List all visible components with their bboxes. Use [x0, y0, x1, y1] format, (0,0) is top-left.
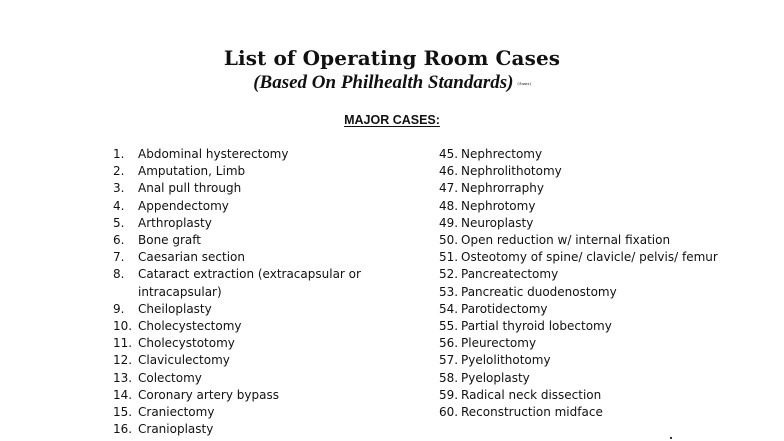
list-item-text: Cataract extraction (extracapsular or intracapsular): [138, 267, 361, 299]
list-item: [113, 232, 403, 249]
list-item: [439, 180, 729, 197]
list-item-text: Pyeloplasty: [461, 370, 530, 385]
list-item-number: 60.: [439, 405, 459, 420]
list-item-text: Osteotomy of spine/ clavicle/ pelvis/ femur: [461, 250, 718, 265]
list-item-number: 2.: [113, 164, 125, 179]
list-item: [113, 404, 403, 421]
list-item: [439, 146, 729, 163]
list-item-text: Anal pull through: [138, 181, 242, 196]
list-item-number: 57.: [439, 353, 459, 368]
list-item-text: Arthroplasty: [138, 215, 212, 230]
list-item: [439, 370, 729, 387]
list-item-text: Pleurectomy: [461, 336, 537, 351]
list-item: [113, 301, 403, 318]
list-item-number: 15.: [113, 405, 133, 420]
list-item-text: Pancreatic duodenostomy: [461, 284, 617, 299]
list-item-text: Appendectomy: [138, 198, 229, 213]
list-item: [113, 198, 403, 215]
list-item: [439, 404, 729, 421]
list-item-text: Nephrotomy: [461, 198, 536, 213]
list-item: [439, 318, 729, 335]
list-item-number: 50.: [439, 233, 459, 248]
list-item-text: Craniectomy: [138, 405, 215, 420]
list-item-text: Partial thyroid lobectomy: [461, 319, 612, 334]
subtitle-note: (Annex): [517, 80, 531, 86]
list-item-text: Cholecystotomy: [138, 336, 235, 351]
page-subtitle: [0, 72, 784, 95]
list-item: [439, 163, 729, 180]
list-item-text: Radical neck dissection: [461, 387, 602, 402]
list-item-text: Claviculectomy: [138, 353, 230, 368]
list-item: [439, 215, 729, 232]
section-heading: [0, 112, 784, 128]
list-item: [439, 266, 729, 283]
list-item-number: 49.: [439, 215, 459, 230]
subtitle-text: (Based On Philhealth Standards): [253, 72, 514, 93]
list-item-number: 47.: [439, 181, 459, 196]
list-item-text: Coronary artery bypass: [138, 387, 279, 402]
list-item: [439, 352, 729, 369]
list-item-number: 9.: [113, 301, 125, 316]
list-item-number: 10.: [113, 319, 133, 334]
list-item: [439, 335, 729, 352]
list-item: [113, 318, 403, 335]
list-item: [439, 198, 729, 215]
list-item-number: 48.: [439, 198, 459, 213]
list-item-number: 54.: [439, 301, 459, 316]
list-item: [113, 163, 403, 180]
list-item-text: Nephrorraphy: [461, 181, 544, 196]
left-case-list: [113, 146, 403, 438]
page-mark: [670, 437, 672, 439]
list-item: [113, 215, 403, 232]
list-item-text: Parotidectomy: [461, 301, 548, 316]
list-item: [439, 284, 729, 301]
list-item-text: Colectomy: [138, 370, 202, 385]
section-heading-text: MAJOR CASES:: [344, 113, 440, 127]
list-item-text: Bone graft: [138, 233, 201, 248]
list-item-number: 5.: [113, 215, 125, 230]
list-item: [113, 421, 403, 438]
list-item: [113, 335, 403, 352]
list-item-number: 1.: [113, 147, 125, 161]
list-item-text: Nephrectomy: [461, 147, 543, 161]
list-item-number: 55.: [439, 319, 459, 334]
list-item-text: Cholecystectomy: [138, 319, 242, 334]
list-item-number: 13.: [113, 370, 133, 385]
list-item-number: 51.: [439, 250, 459, 265]
list-item: [113, 146, 403, 163]
list-item-number: 8.: [113, 267, 125, 282]
list-item-number: 11.: [113, 336, 133, 351]
list-item-text: Pyelolithotomy: [461, 353, 551, 368]
list-item: [113, 249, 403, 266]
list-item-text: Neuroplasty: [461, 215, 534, 230]
right-case-list: [439, 146, 729, 421]
list-item: [439, 301, 729, 318]
list-item-number: 46.: [439, 164, 459, 179]
list-item: [439, 387, 729, 404]
list-item: [113, 180, 403, 197]
list-item-number: 16.: [113, 422, 133, 437]
list-item: [113, 352, 403, 369]
list-item-number: 4.: [113, 198, 125, 213]
list-item: [113, 266, 403, 300]
list-item-number: 14.: [113, 387, 133, 402]
list-item: [113, 387, 403, 404]
list-item-number: 56.: [439, 336, 459, 351]
list-item-number: 45.: [439, 147, 459, 161]
list-item-text: Reconstruction midface: [461, 405, 603, 420]
list-item: [113, 370, 403, 387]
list-item: [439, 232, 729, 249]
list-item-text: Cranioplasty: [138, 422, 214, 437]
list-item-text: Amputation, Limb: [138, 164, 246, 179]
list-item-text: Nephrolithotomy: [461, 164, 562, 179]
list-item-text: Caesarian section: [138, 250, 245, 265]
list-item-number: 58.: [439, 370, 459, 385]
list-item-number: 7.: [113, 250, 125, 265]
list-item-text: Cheiloplasty: [138, 301, 212, 316]
list-item-number: 52.: [439, 267, 459, 282]
list-item-text: Open reduction w/ internal fixation: [461, 233, 671, 248]
list-item-text: Pancreatectomy: [461, 267, 559, 282]
list-item-number: 6.: [113, 233, 125, 248]
list-item-text: Abdominal hysterectomy: [138, 147, 289, 161]
page-title: List of Operating Room Cases: [223, 46, 561, 70]
list-item-number: 3.: [113, 181, 125, 196]
list-item: [439, 249, 729, 266]
list-item-number: 53.: [439, 284, 459, 299]
list-item-number: 12.: [113, 353, 133, 368]
list-item-number: 59.: [439, 387, 459, 402]
